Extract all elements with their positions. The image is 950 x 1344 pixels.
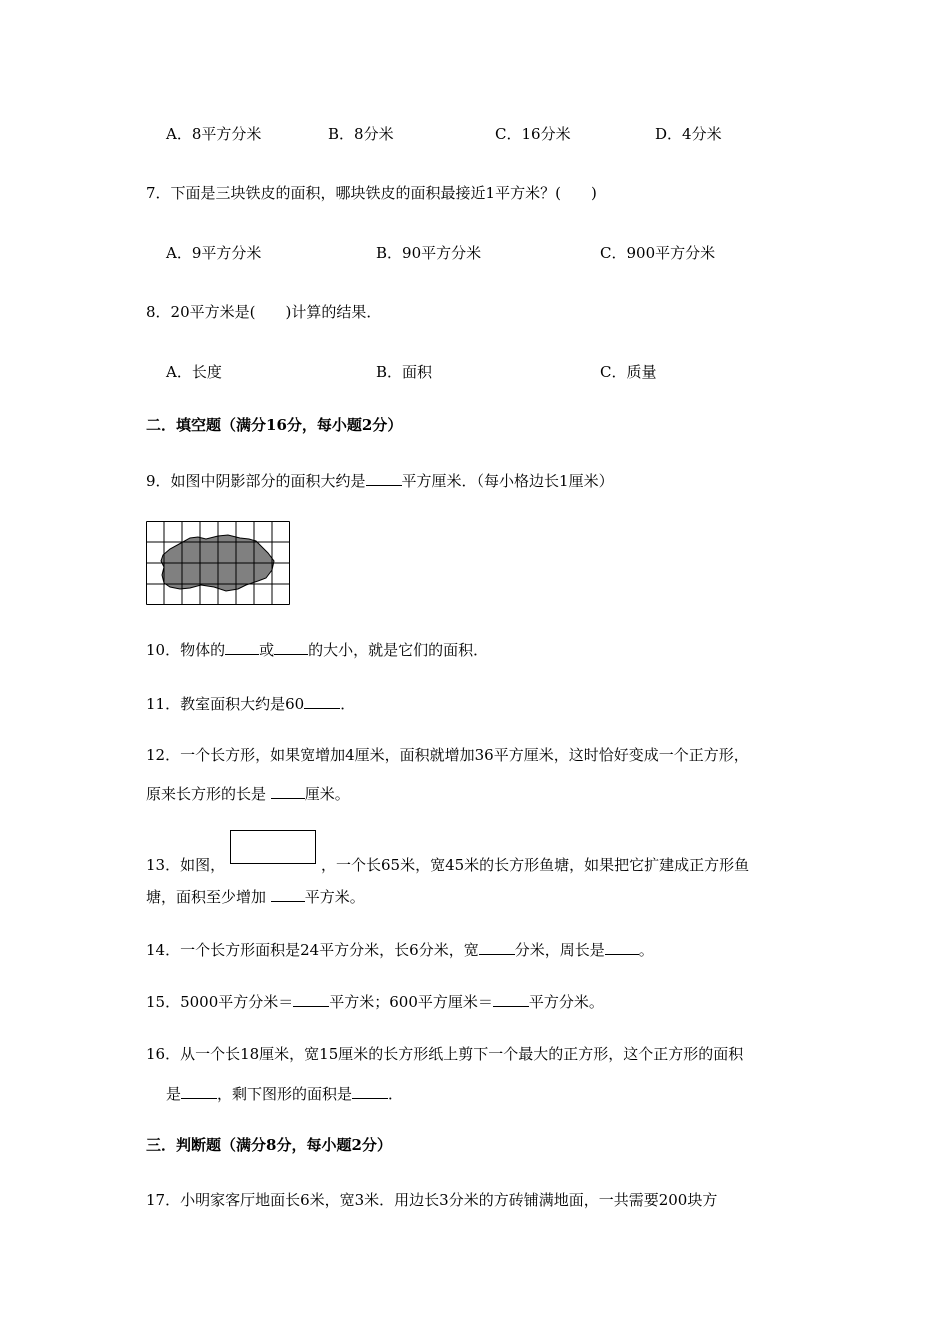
q6-option-b: B．8分米 bbox=[328, 125, 394, 143]
q8-option-a: A．长度 bbox=[166, 363, 222, 381]
q12-line-2 bbox=[146, 782, 350, 804]
q13-line-2-after: 平方米。 bbox=[304, 888, 365, 906]
q11-text-before: 11．教室面积大约是60 bbox=[146, 695, 305, 713]
q13-text-before: 13．如图， bbox=[146, 856, 226, 874]
q9-answer-blank[interactable] bbox=[366, 469, 402, 486]
q16-line-2-part-2: ，剩下图形的面积是 bbox=[217, 1085, 353, 1103]
grid-figure bbox=[146, 521, 290, 605]
q17-line-1: 17．小明家客厅地面长6米，宽3米．用边长3分米的方砖铺满地面，一共需要200块方 bbox=[146, 1191, 718, 1209]
q10-part-1: 10．物体的 bbox=[146, 641, 226, 659]
q8-option-b: B．面积 bbox=[376, 363, 433, 381]
q16-line-2-part-1: 是 bbox=[166, 1085, 182, 1103]
q16-blank-square-area[interactable] bbox=[181, 1082, 217, 1099]
q10-part-2: 或 bbox=[259, 641, 275, 659]
q7-stem: 7．下面是三块铁皮的面积，哪块铁皮的面积最接近1平方米？( ) bbox=[146, 184, 597, 202]
q14-part-2: 分米，周长是 bbox=[514, 941, 605, 959]
q8-stem: 8．20平方米是( )计算的结果． bbox=[146, 303, 382, 321]
q12-answer-blank[interactable] bbox=[271, 782, 305, 799]
q6-option-a: A．8平方分米 bbox=[166, 125, 262, 143]
q9-text-after: 平方厘米．（每小格边长1厘米） bbox=[401, 472, 614, 490]
q15-blank-1[interactable] bbox=[293, 990, 329, 1007]
q14-part-1: 14．一个长方形面积是24平方分米，长6分米，宽 bbox=[146, 941, 479, 959]
q13-text-after: ，一个长65米，宽45米的长方形鱼塘，如果把它扩建成正方形鱼 bbox=[321, 856, 750, 874]
q15-blank-2[interactable] bbox=[493, 990, 529, 1007]
q6-option-c: C．16分米 bbox=[495, 125, 571, 143]
q10-blank-2[interactable] bbox=[274, 638, 308, 655]
q14-blank-perimeter[interactable] bbox=[605, 938, 639, 955]
grid-lines bbox=[147, 522, 290, 605]
q12-line-2-before: 原来长方形的长是 bbox=[146, 785, 271, 803]
q10-text bbox=[146, 638, 488, 660]
q11-text-after: ． bbox=[340, 695, 356, 713]
q13-line-2-before: 塘，面积至少增加 bbox=[146, 888, 271, 906]
rectangle-figure bbox=[230, 830, 316, 864]
q13-answer-blank[interactable] bbox=[271, 885, 305, 902]
q15-text bbox=[146, 990, 604, 1012]
q16-line-2-part-3: ． bbox=[388, 1085, 404, 1103]
q15-part-1: 15．5000平方分米＝ bbox=[146, 993, 294, 1011]
section-3-heading: 三．判断题（满分8分，每小题2分） bbox=[146, 1136, 392, 1154]
q11-answer-blank[interactable] bbox=[304, 692, 340, 709]
q16-blank-remaining-area[interactable] bbox=[352, 1082, 388, 1099]
q10-blank-1[interactable] bbox=[225, 638, 259, 655]
q6-option-d: D．4分米 bbox=[655, 125, 722, 143]
q16-line-1: 16．从一个长18厘米，宽15厘米的长方形纸上剪下一个最大的正方形，这个正方形的面积 bbox=[146, 1045, 744, 1063]
q12-line-2-after: 厘米。 bbox=[304, 785, 350, 803]
q7-option-a: A．9平方分米 bbox=[166, 244, 262, 262]
q15-part-3: 平方分米。 bbox=[528, 993, 604, 1011]
q12-line-1: 12．一个长方形，如果宽增加4厘米，面积就增加36平方厘米，这时恰好变成一个正方形， bbox=[146, 746, 749, 764]
q9-text bbox=[146, 469, 614, 491]
q9-text-before: 9．如图中阴影部分的面积大约是 bbox=[146, 472, 366, 490]
q16-line-2 bbox=[166, 1082, 403, 1104]
q11-text bbox=[146, 692, 355, 714]
q14-text bbox=[146, 938, 654, 960]
q7-option-c: C．900平方分米 bbox=[600, 244, 716, 262]
section-2-heading: 二．填空题（满分16分，每小题2分） bbox=[146, 416, 403, 434]
q8-option-c: C．质量 bbox=[600, 363, 657, 381]
q13-line-2 bbox=[146, 885, 365, 907]
q10-part-3: 的大小，就是它们的面积． bbox=[308, 641, 489, 659]
q14-part-3: 。 bbox=[638, 941, 654, 959]
q7-option-b: B．90平方分米 bbox=[376, 244, 482, 262]
q14-blank-width[interactable] bbox=[479, 938, 515, 955]
q15-part-2: 平方米；600平方厘米＝ bbox=[329, 993, 493, 1011]
